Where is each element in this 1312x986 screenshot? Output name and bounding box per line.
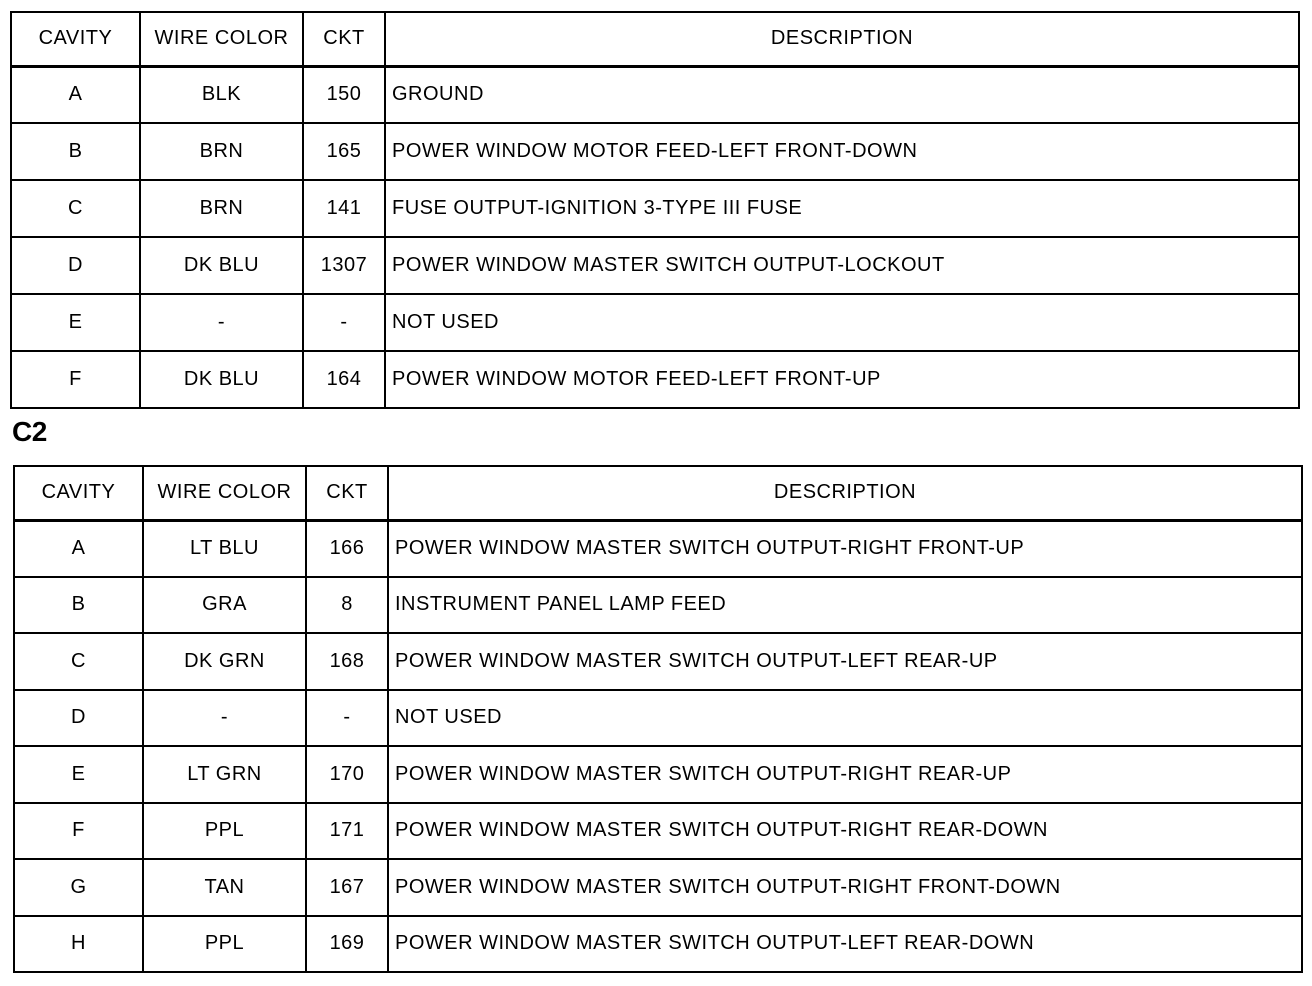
description-cell: NOT USED	[388, 690, 1302, 747]
table-row	[14, 916, 1302, 973]
ckt-cell: 150	[303, 66, 385, 123]
header-cavity: CAVITY	[11, 12, 140, 66]
description-cell: POWER WINDOW MASTER SWITCH OUTPUT-LEFT REAR-DOWN	[388, 916, 1302, 973]
cavity-cell: H	[14, 916, 143, 973]
header-ckt: CKT	[306, 466, 388, 520]
description-cell: INSTRUMENT PANEL LAMP FEED	[388, 577, 1302, 634]
header-wire-color: WIRE COLOR	[140, 12, 303, 66]
table-row	[14, 520, 1302, 577]
table-row	[14, 690, 1302, 747]
table-row	[14, 803, 1302, 860]
table-row	[11, 66, 1299, 123]
ckt-cell: 167	[306, 859, 388, 916]
cavity-cell: A	[14, 520, 143, 577]
wire-color-cell: LT BLU	[143, 520, 306, 577]
wire-color-cell: DK GRN	[143, 633, 306, 690]
cavity-cell: C	[14, 633, 143, 690]
ckt-cell: 8	[306, 577, 388, 634]
ckt-cell: -	[303, 294, 385, 351]
header-ckt: CKT	[303, 12, 385, 66]
wire-color-cell: DK BLU	[140, 237, 303, 294]
cavity-cell: D	[11, 237, 140, 294]
wire-color-cell: PPL	[143, 916, 306, 973]
cavity-cell: B	[11, 123, 140, 180]
ckt-cell: 141	[303, 180, 385, 237]
table-row	[14, 577, 1302, 634]
description-cell: POWER WINDOW MOTOR FEED-LEFT FRONT-UP	[385, 351, 1299, 408]
cavity-cell: G	[14, 859, 143, 916]
description-cell: POWER WINDOW MOTOR FEED-LEFT FRONT-DOWN	[385, 123, 1299, 180]
wire-color-cell: -	[140, 294, 303, 351]
ckt-cell: 165	[303, 123, 385, 180]
description-cell: POWER WINDOW MASTER SWITCH OUTPUT-RIGHT REAR-DOWN	[388, 803, 1302, 860]
ckt-cell: 166	[306, 520, 388, 577]
cavity-cell: D	[14, 690, 143, 747]
wire-color-cell: GRA	[143, 577, 306, 634]
description-cell: POWER WINDOW MASTER SWITCH OUTPUT-LOCKOUT	[385, 237, 1299, 294]
wire-color-cell: LT GRN	[143, 746, 306, 803]
cavity-cell: F	[14, 803, 143, 860]
header-cavity: CAVITY	[14, 466, 143, 520]
ckt-cell: 171	[306, 803, 388, 860]
table-row	[11, 351, 1299, 408]
table-row	[14, 859, 1302, 916]
description-cell: POWER WINDOW MASTER SWITCH OUTPUT-RIGHT FRONT-UP	[388, 520, 1302, 577]
connector-table-c2	[13, 465, 1303, 973]
description-cell: GROUND	[385, 66, 1299, 123]
wire-color-cell: PPL	[143, 803, 306, 860]
wire-color-cell: BLK	[140, 66, 303, 123]
cavity-cell: E	[14, 746, 143, 803]
section-title-c2: C2	[12, 416, 47, 447]
cavity-cell: C	[11, 180, 140, 237]
header-description: DESCRIPTION	[385, 12, 1299, 66]
cavity-cell: F	[11, 351, 140, 408]
wire-color-cell: BRN	[140, 123, 303, 180]
description-cell: POWER WINDOW MASTER SWITCH OUTPUT-RIGHT FRONT-DOWN	[388, 859, 1302, 916]
table-row	[11, 294, 1299, 351]
wire-color-cell: TAN	[143, 859, 306, 916]
description-cell: POWER WINDOW MASTER SWITCH OUTPUT-RIGHT REAR-UP	[388, 746, 1302, 803]
ckt-cell: 164	[303, 351, 385, 408]
header-description: DESCRIPTION	[388, 466, 1302, 520]
header-row	[11, 12, 1299, 66]
ckt-cell: 170	[306, 746, 388, 803]
wire-color-cell: BRN	[140, 180, 303, 237]
ckt-cell: 168	[306, 633, 388, 690]
table-row	[11, 180, 1299, 237]
table-row	[11, 123, 1299, 180]
table-row	[14, 746, 1302, 803]
wire-color-cell: DK BLU	[140, 351, 303, 408]
description-cell: FUSE OUTPUT-IGNITION 3-TYPE III FUSE	[385, 180, 1299, 237]
header-wire-color: WIRE COLOR	[143, 466, 306, 520]
table-row	[14, 633, 1302, 690]
cavity-cell: E	[11, 294, 140, 351]
ckt-cell: 1307	[303, 237, 385, 294]
cavity-cell: B	[14, 577, 143, 634]
description-cell: NOT USED	[385, 294, 1299, 351]
connector-table-c1	[10, 11, 1300, 409]
table-row	[11, 237, 1299, 294]
cavity-cell: A	[11, 66, 140, 123]
ckt-cell: -	[306, 690, 388, 747]
wire-color-cell: -	[143, 690, 306, 747]
description-cell: POWER WINDOW MASTER SWITCH OUTPUT-LEFT REAR-UP	[388, 633, 1302, 690]
header-row	[14, 466, 1302, 520]
ckt-cell: 169	[306, 916, 388, 973]
